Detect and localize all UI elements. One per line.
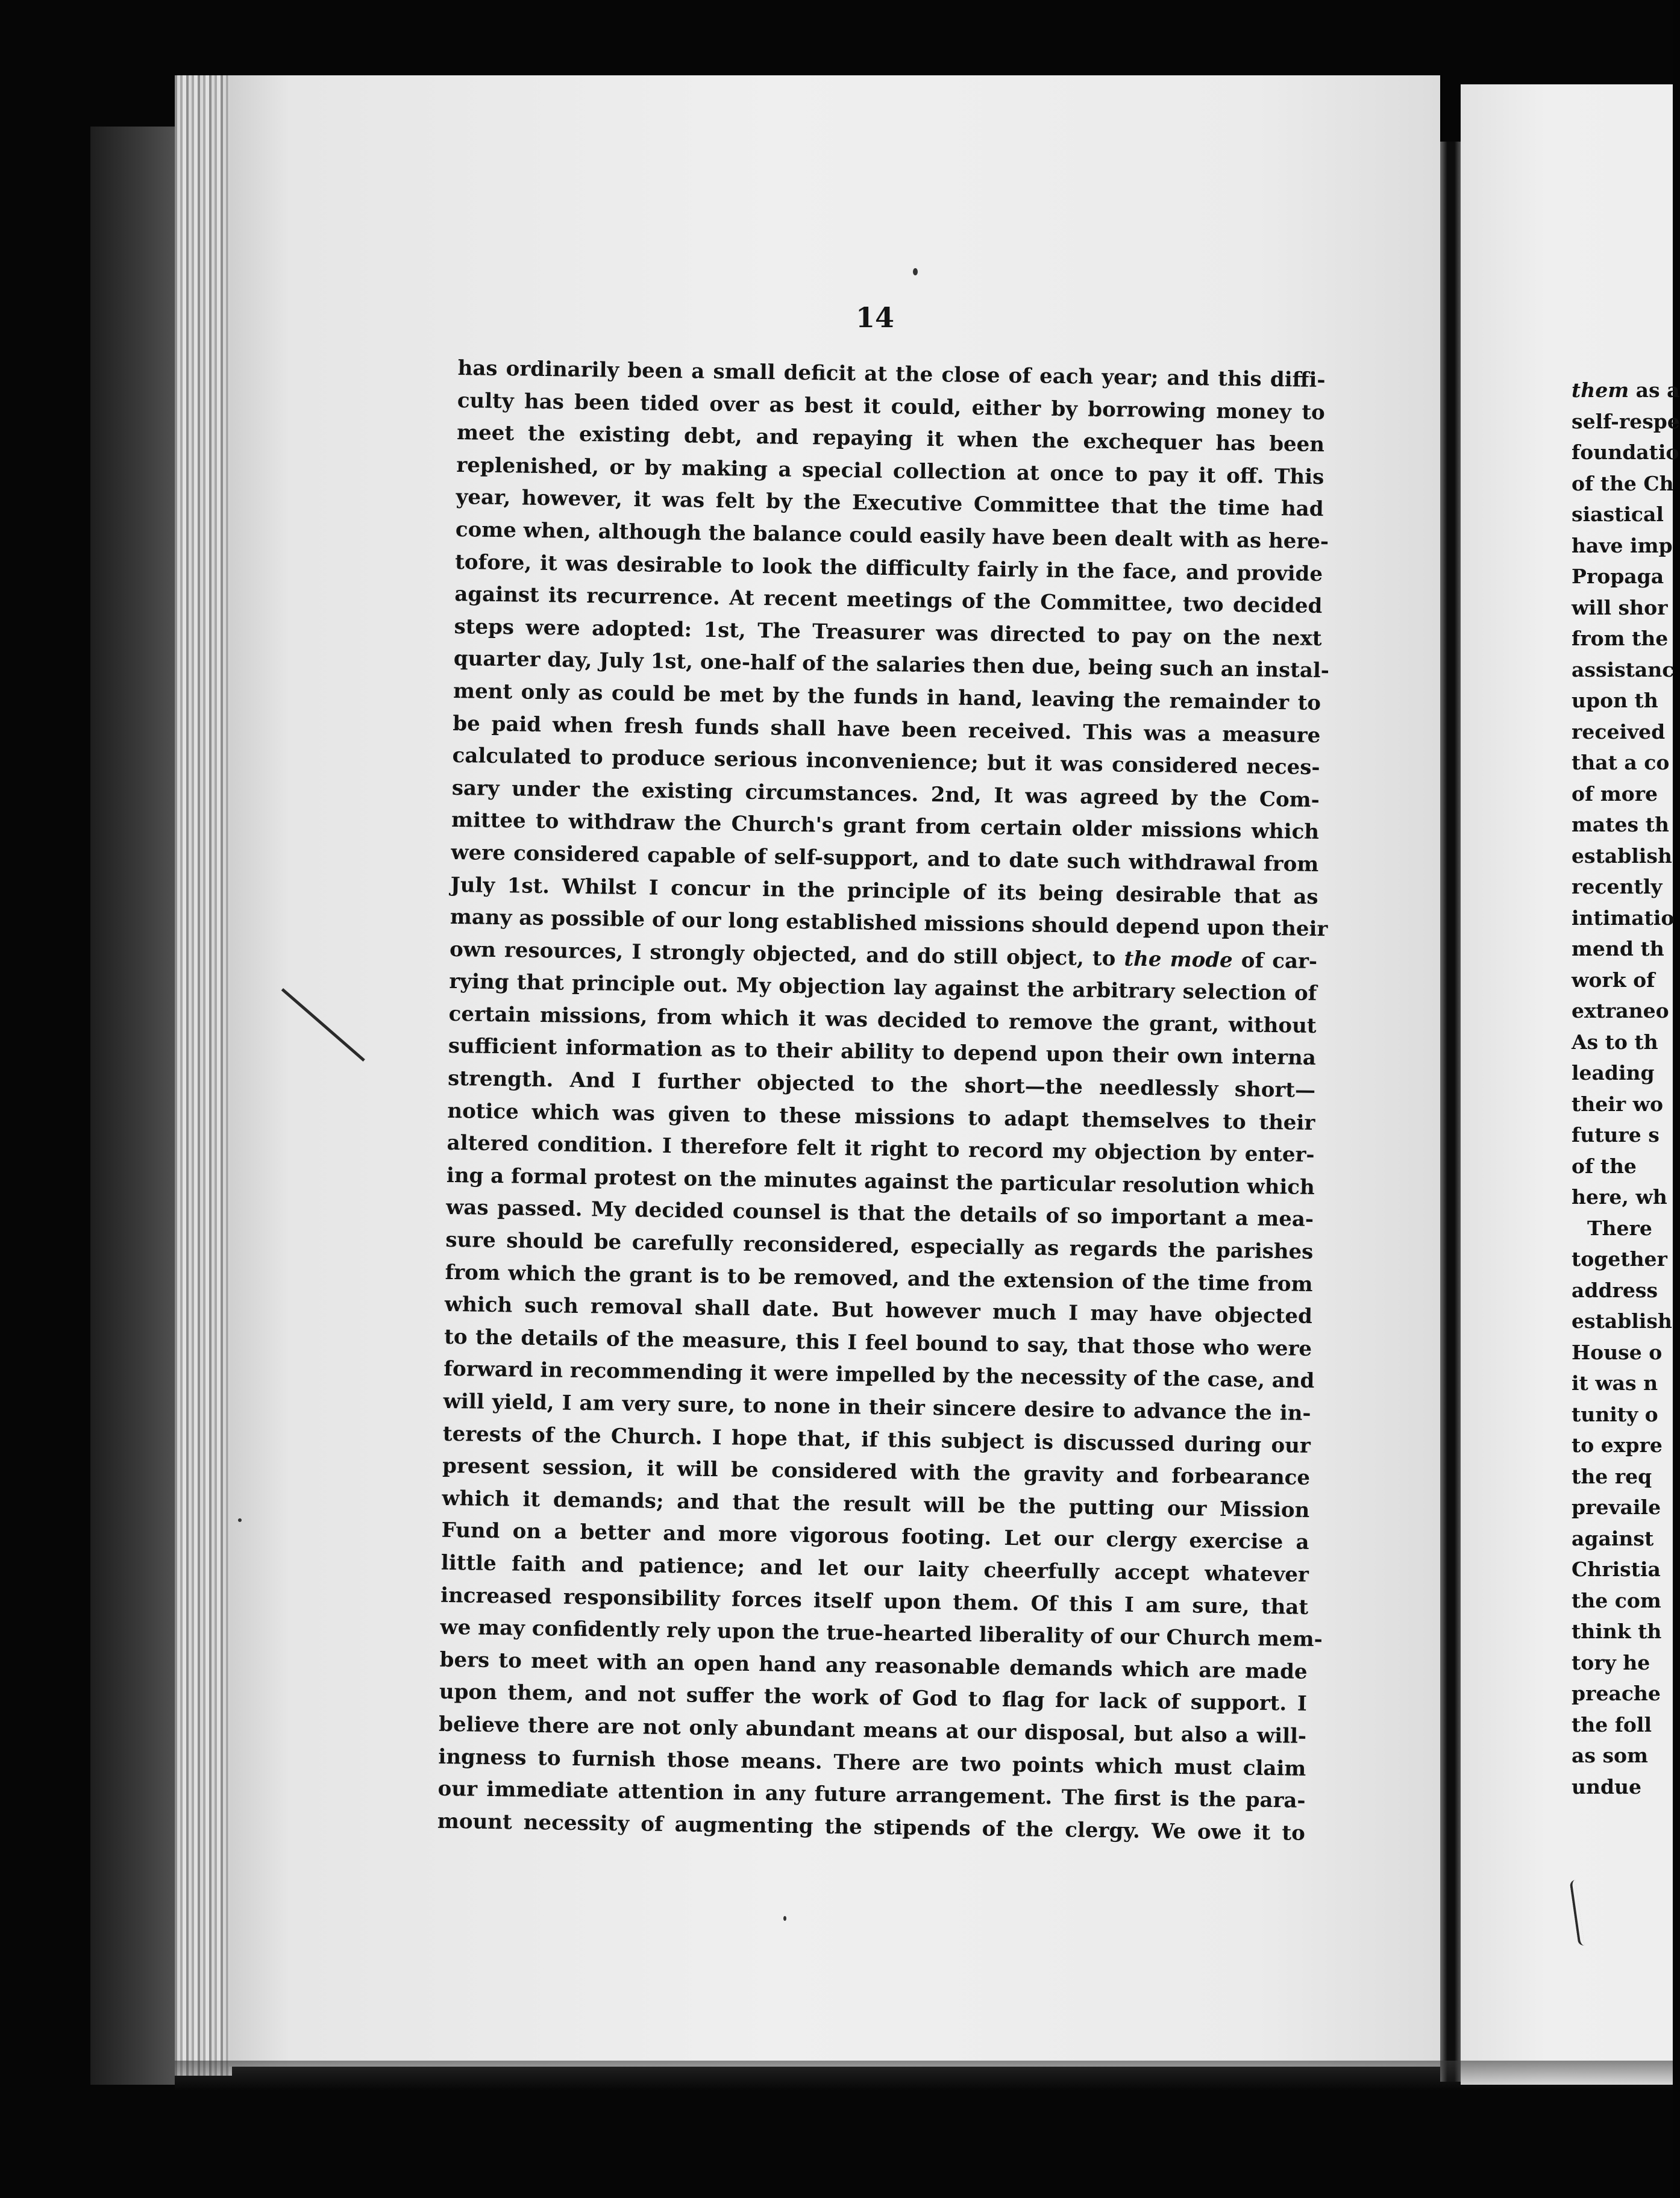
page-number: 14 [856, 301, 895, 334]
text-line: of more [1572, 781, 1658, 806]
text-line: notice which was given to these missions to adapt themselves to their [447, 1098, 1315, 1135]
text-line: prevaile [1572, 1495, 1661, 1519]
text-line: against [1572, 1526, 1654, 1550]
text-line: present session, it will be considered with the gravity and forbearance [442, 1454, 1311, 1491]
text-line: intimatio [1572, 906, 1675, 930]
text-line: terests of the Church. I hope that, if this subject is discussed during our [442, 1421, 1311, 1458]
text-line: Christia [1572, 1558, 1661, 1581]
text-line: sary under the existing circumstances. 2nd, It was agreed by the Com- [451, 775, 1320, 812]
text-line: calculated to produce serious inconvenience; but it was considered neces- [452, 744, 1320, 780]
book-gutter [1440, 142, 1461, 2082]
text-line: tory he [1572, 1650, 1650, 1674]
text-line: that a co [1572, 751, 1670, 774]
text-line: ingness to furnish those means. There are two points which must claim [438, 1744, 1306, 1781]
text-line: will yield, I am very sure, to none in their sincere desire to advance the in- [443, 1389, 1311, 1426]
text-line: think th [1572, 1620, 1662, 1643]
book-cover-edge [90, 127, 175, 2085]
text-line: tunity o [1572, 1402, 1658, 1426]
text-line: As to th [1572, 1030, 1658, 1054]
text-line: rying that principle out. My objection lay against the arbitrary selection of [449, 969, 1317, 1006]
text-line: of the Ch [1572, 471, 1674, 495]
text-line: received [1572, 719, 1666, 744]
text-line: extraneo [1572, 999, 1669, 1022]
text-line: little faith and patience; and let our laity cheerfully accept whatever [440, 1550, 1309, 1587]
text-line: were considered capable of self-support, and to date such withdrawal from [451, 840, 1319, 877]
text-line: which such removal shall date. But however much I may have objected [444, 1292, 1313, 1329]
text-line: will shor [1572, 595, 1668, 619]
italic-word: them [1572, 378, 1629, 402]
text-segment: own resources, I strongly objected, and do still object, to [449, 937, 1116, 971]
text-line: we may confidently rely upon the true-hearted liberality of our Church mem- [440, 1615, 1323, 1652]
text-line: mates th [1572, 813, 1669, 836]
text-line: sufficient information as to their ability to depend upon their own interna [448, 1034, 1317, 1071]
text-segment: as a [1629, 378, 1680, 402]
text-line: from which the grant is to be removed, and the extension of the time from [445, 1260, 1313, 1297]
text-line: recently [1572, 875, 1663, 898]
page-stack-edges [175, 75, 232, 2076]
text-line: future s [1572, 1123, 1660, 1147]
text-line: siastical [1572, 503, 1664, 526]
text-line: Fund on a better and more vigorous footing. Let our clergy exercise a [441, 1518, 1309, 1555]
text-line: sure should be carefully reconsidered, especially as regards the parishes [445, 1227, 1314, 1264]
text-segment: of car- [1232, 948, 1318, 974]
text-line: here, wh [1572, 1185, 1667, 1209]
text-line: the foll [1572, 1712, 1652, 1736]
text-line: culty has been tided over as best it could, either by borrowing money to [457, 388, 1326, 425]
text-line: has ordinarily been a small deficit at the close of each year; and this diffi- [457, 355, 1326, 393]
paper-speck [238, 1518, 242, 1522]
text-line: the com [1572, 1588, 1661, 1612]
text-line: undue [1572, 1774, 1642, 1799]
italic-phrase: the mode [1124, 947, 1233, 972]
text-line: altered condition. I therefore felt it right to record my objection by enter- [447, 1131, 1315, 1168]
text-line: mend th [1572, 937, 1664, 960]
text-line: be paid when fresh funds shall have been received. This was a measure [453, 711, 1321, 748]
text-line: against its recurrence. At recent meetings of the Committee, two decided [454, 582, 1323, 619]
text-line: upon th [1572, 689, 1658, 712]
text-line: bers to meet with an open hand any reasonable demands which are made [439, 1647, 1308, 1684]
text-line: their wo [1572, 1092, 1664, 1116]
text-line: preache [1572, 1682, 1661, 1705]
text-line: There [1587, 1216, 1652, 1240]
text-line: year, however, it was felt by the Executive Committee that the time had [456, 485, 1324, 522]
text-line: strength. And I further objected to the short—the needlessly short— [447, 1066, 1316, 1103]
text-line: meet the existing debt, and repaying it when the exchequer has been [456, 421, 1325, 457]
paper-speck [783, 1916, 786, 1921]
text-line: of the [1572, 1154, 1637, 1178]
text-line: forward in recommending it were impelled by the necessity of the case, and [444, 1357, 1315, 1394]
text-line: House o [1572, 1340, 1663, 1364]
text-line: July 1st. Whilst I concur in the principle of its being desirable that as [450, 872, 1318, 909]
text-line: mount necessity of augmenting the stipends of the clergy. We owe it to [437, 1809, 1306, 1846]
text-line: believe there are not only abundant means at our disposal, but also a will- [438, 1712, 1307, 1749]
text-line: steps were adopted: 1st, The Treasurer was directed to pay on the next [454, 614, 1322, 651]
text-line: come when, although the balance could easily have been dealt with as here- [455, 517, 1329, 554]
text-line: ment only as could be met by the funds in hand, leaving the remainder to [453, 678, 1321, 715]
text-line: our immediate attention in any future arrangement. The first is the para- [437, 1776, 1306, 1813]
text-line: together [1572, 1247, 1667, 1271]
text-line: self-respe [1572, 409, 1680, 433]
text-line: the req [1572, 1464, 1652, 1488]
text-line: ing a formal protest on the minutes against the particular resolution which [446, 1163, 1315, 1200]
text-line: as som [1572, 1744, 1648, 1767]
text-line: upon them, and not suffer the work of God to flag for lack of support. I [439, 1680, 1308, 1717]
text-line: certain missions, from which it was decided to remove the grant, without [448, 1001, 1317, 1038]
text-line: to expre [1572, 1433, 1663, 1457]
text-line: establish [1572, 844, 1672, 868]
text-line: was passed. My decided counsel is that the details of so important a mea- [445, 1195, 1314, 1232]
bottom-shadow [175, 2061, 1673, 2091]
left-page-text [437, 352, 1330, 1850]
text-line: quarter day, July 1st, one-half of the salaries then due, being such an instal- [453, 647, 1330, 683]
right-page-text [1572, 375, 1680, 1802]
text-line: tofore, it was desirable to look the difficulty fairly in the face, and provide [454, 550, 1323, 586]
text-line: many as possible of our long established missions should depend upon their [450, 905, 1328, 942]
text-line: have imp [1572, 533, 1673, 557]
text-line: Propaga [1572, 565, 1664, 588]
text-line: which it demands; and that the result will be the putting our Mission [442, 1486, 1310, 1523]
text-line: replenished, or by making a special collection at once to pay it off. This [456, 452, 1324, 489]
text-line: assistanc [1572, 657, 1675, 681]
text-line: work of [1572, 968, 1655, 992]
text-line [1572, 375, 1680, 406]
text-line: from the [1572, 627, 1669, 650]
text-line: mittee to withdraw the Church's grant from certain older missions which [451, 808, 1320, 845]
text-line: it was n [1572, 1371, 1658, 1395]
text-line: to the details of the measure, this I feel bound to say, that those who were [444, 1324, 1312, 1361]
text-line: foundatio [1572, 440, 1679, 464]
paper-speck [913, 268, 918, 275]
text-line: establish [1572, 1309, 1672, 1333]
text-line: address [1572, 1278, 1658, 1302]
text-line: increased responsibility forces itself upon them. Of this I am sure, that [440, 1583, 1309, 1620]
text-line: leading [1572, 1061, 1655, 1085]
